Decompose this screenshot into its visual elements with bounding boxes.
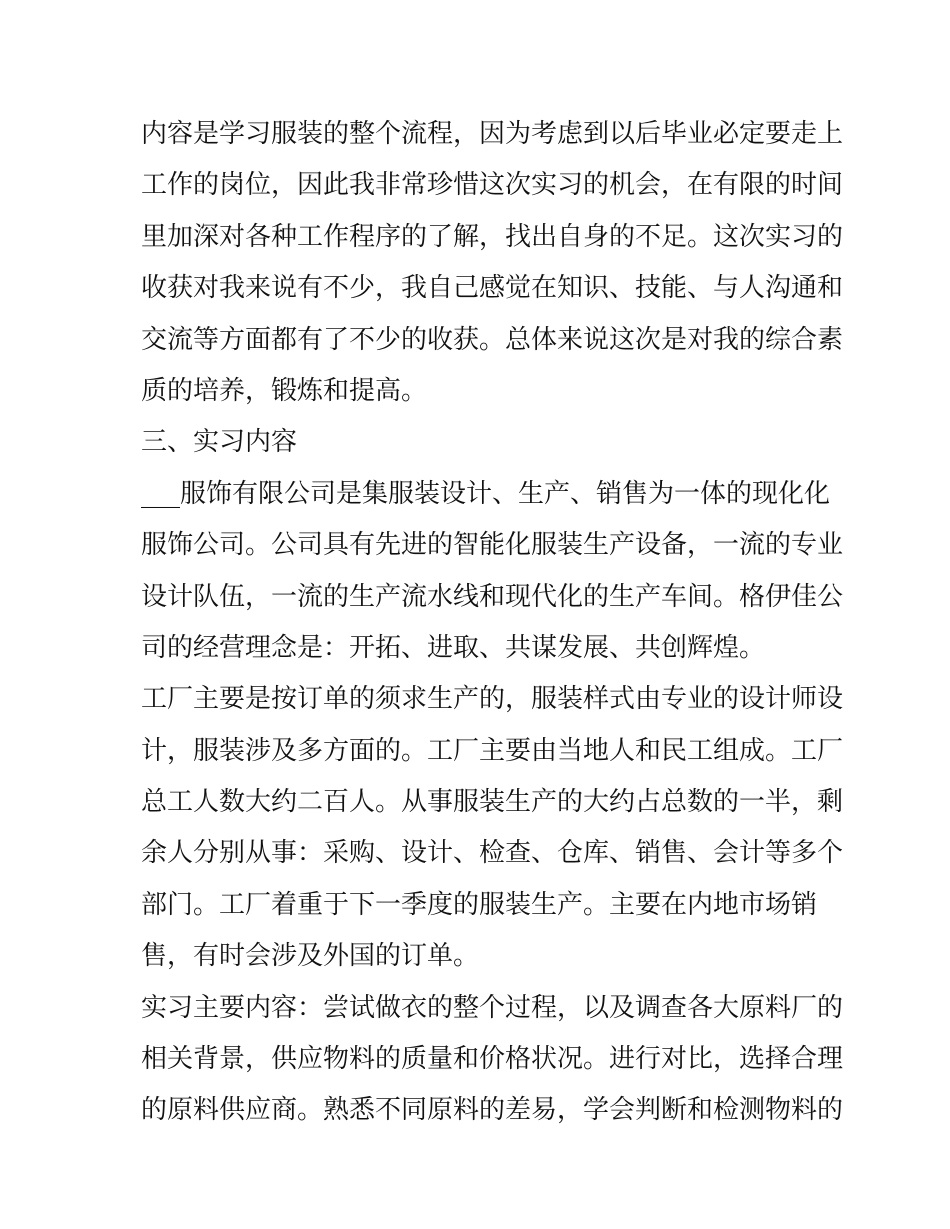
document-body <box>141 109 844 1137</box>
paragraph-1-line-5: 交流等方面都有了不少的收获。总体来说这次是对我的综合素 <box>141 324 844 355</box>
paragraph-1-line-1: 内容是学习服装的整个流程，因为考虑到以后毕业必定要走上 <box>141 119 844 149</box>
paragraph-3-line-5: 部门。工厂着重于下一季度的服装生产。主要在内地市场销 <box>141 889 818 920</box>
paragraph-1-line-4: 收获对我来说有不少，我自己感觉在知识、技能、与人沟通和 <box>141 273 844 304</box>
paragraph-4-line-1: 实习主要内容：尝试做衣的整个过程，以及调查各大原料厂的 <box>141 992 844 1023</box>
paragraph-1-line-2: 工作的岗位，因此我非常珍惜这次实习的机会，在有限的时间 <box>141 170 844 201</box>
section-heading: 三、实习内容 <box>141 427 298 458</box>
paragraph-3-line-3: 总工人数大约二百人。从事服装生产的大约占总数的一半，剩 <box>141 787 844 818</box>
paragraph-3-line-1: 工厂主要是按订单的须求生产的，服装样式由专业的设计师设 <box>141 684 844 715</box>
paragraph-4-line-3: 的原料供应商。熟悉不同原料的差易，学会判断和检测物料的 <box>141 1095 844 1126</box>
paragraph-2-line-3: 设计队伍，一流的生产流水线和现代化的生产车间。格伊佳公 <box>141 581 844 612</box>
paragraph-1-line-3: 里加深对各种工作程序的了解，找出自身的不足。这次实习的 <box>141 221 844 252</box>
paragraph-2-line-1: ___服饰有限公司是集服装设计、生产、销售为一体的现化化 <box>141 478 831 509</box>
paragraph-2-line-2: 服饰公司。公司具有先进的智能化服装生产设备，一流的专业 <box>141 530 844 561</box>
paragraph-3-line-4: 余人分别从事：采购、设计、检查、仓库、销售、会计等多个 <box>141 838 844 869</box>
paragraph-3-line-6: 售，有时会涉及外国的订单。 <box>141 941 480 972</box>
paragraph-3-line-2: 计，服装涉及多方面的。工厂主要由当地人和民工组成。工厂 <box>141 735 844 766</box>
paragraph-2-line-4: 司的经营理念是：开拓、进取、共谋发展、共创辉煌。 <box>141 632 766 663</box>
paragraph-1-line-6: 质的培养，锻炼和提高。 <box>141 375 428 406</box>
paragraph-4-line-2: 相关背景，供应物料的质量和价格状况。进行对比，选择合理 <box>141 1044 844 1075</box>
